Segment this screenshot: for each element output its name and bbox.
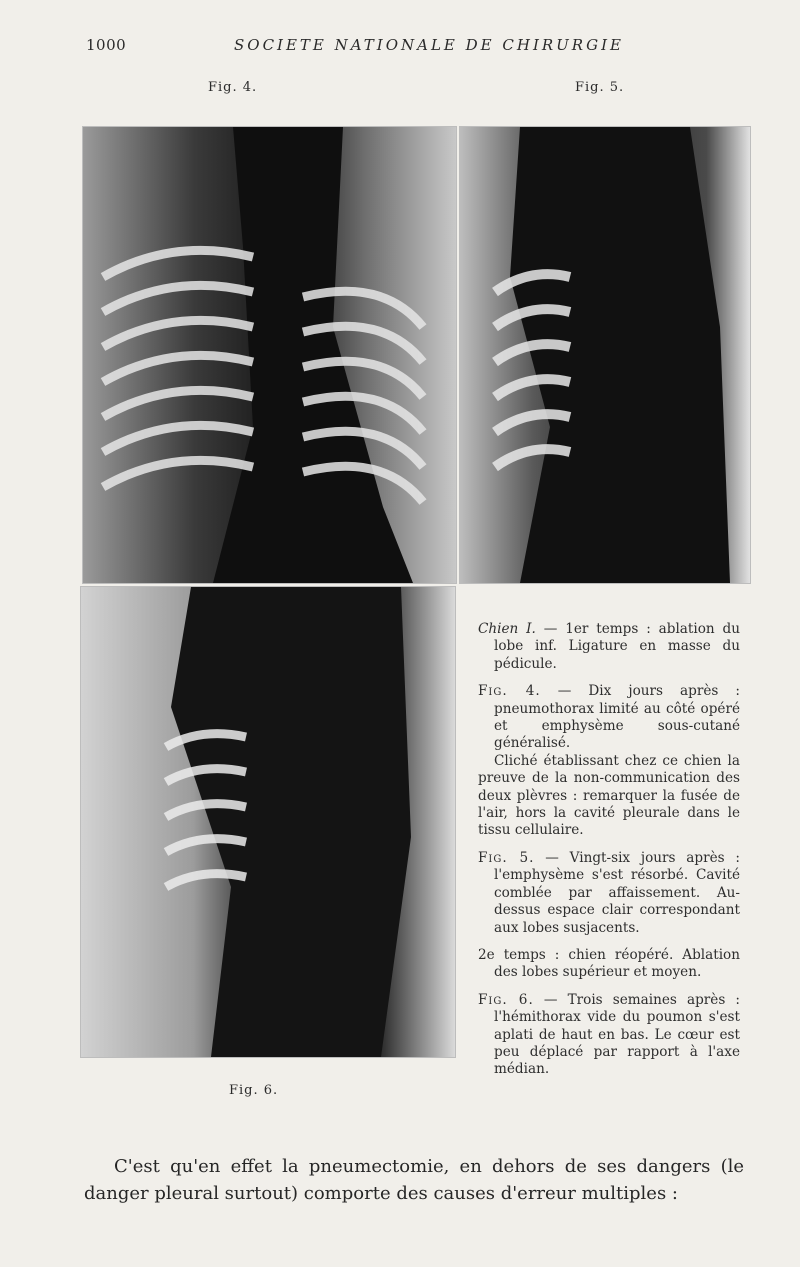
caption-intro: [478, 621, 740, 673]
caption-second-time: 2e temps : chien réopéré. Ablation des lobes supérieur et moyen.: [478, 946, 740, 981]
caption-fig6-text: — Trois semaines après : l'hémithorax vide du poumon s'est aplati de haut en bas. Le cœur est peu déplacé par rapport à l'axe médian.: [494, 991, 740, 1078]
caption-intro-text: — 1er temps : ablation du lobe inf. Ligature en masse du pédicule.: [494, 621, 740, 672]
caption-fig5-text: — Vingt-six jours après : l'emphysème s'est résorbé. Cavité comblée par affaissement. Au-dessus espace clair correspondant aux lobes susjacents.: [494, 849, 740, 936]
fig4-xray-image: [82, 126, 457, 584]
running-head: SOCIETE NATIONALE DE CHIRURGIE: [234, 36, 624, 54]
fig6-xray-image: [80, 586, 456, 1058]
caption-fig4-text: — Dix jours après : pneumothorax limité au côté opéré et emphysème sous-cutané généralisé.: [494, 683, 740, 752]
fig5-label: Fig. 5.: [575, 80, 625, 95]
caption-fig4: [478, 683, 740, 753]
caption-fig5: [478, 850, 740, 937]
fig4-label: Fig. 4.: [208, 80, 258, 95]
caption-intro-title: Chien I.: [478, 621, 536, 637]
caption-fig4-text2: Cliché établissant chez ce chien la preuve de la non-communication des deux plèvres : remarquer la fusée de l'air, hors la cavité pleurale dans le tissu cellulaire.: [478, 752, 740, 839]
fig5-xray-image: [459, 126, 751, 584]
fig6-label: Fig. 6.: [229, 1083, 279, 1098]
caption-fig6: [478, 992, 740, 1079]
caption-fig5-ref: Fig. 5.: [478, 849, 535, 866]
page-number: 1000: [86, 36, 127, 54]
body-paragraph: C'est qu'en effet la pneumectomie, en dehors de ses dangers (le danger pleural surtout) comporte des causes d'erreur multiples :: [84, 1156, 744, 1204]
caption-fig4-ref: Fig. 4.: [478, 683, 541, 700]
caption-fig6-ref: Fig. 6.: [478, 991, 534, 1008]
figure-caption: [478, 621, 740, 1089]
